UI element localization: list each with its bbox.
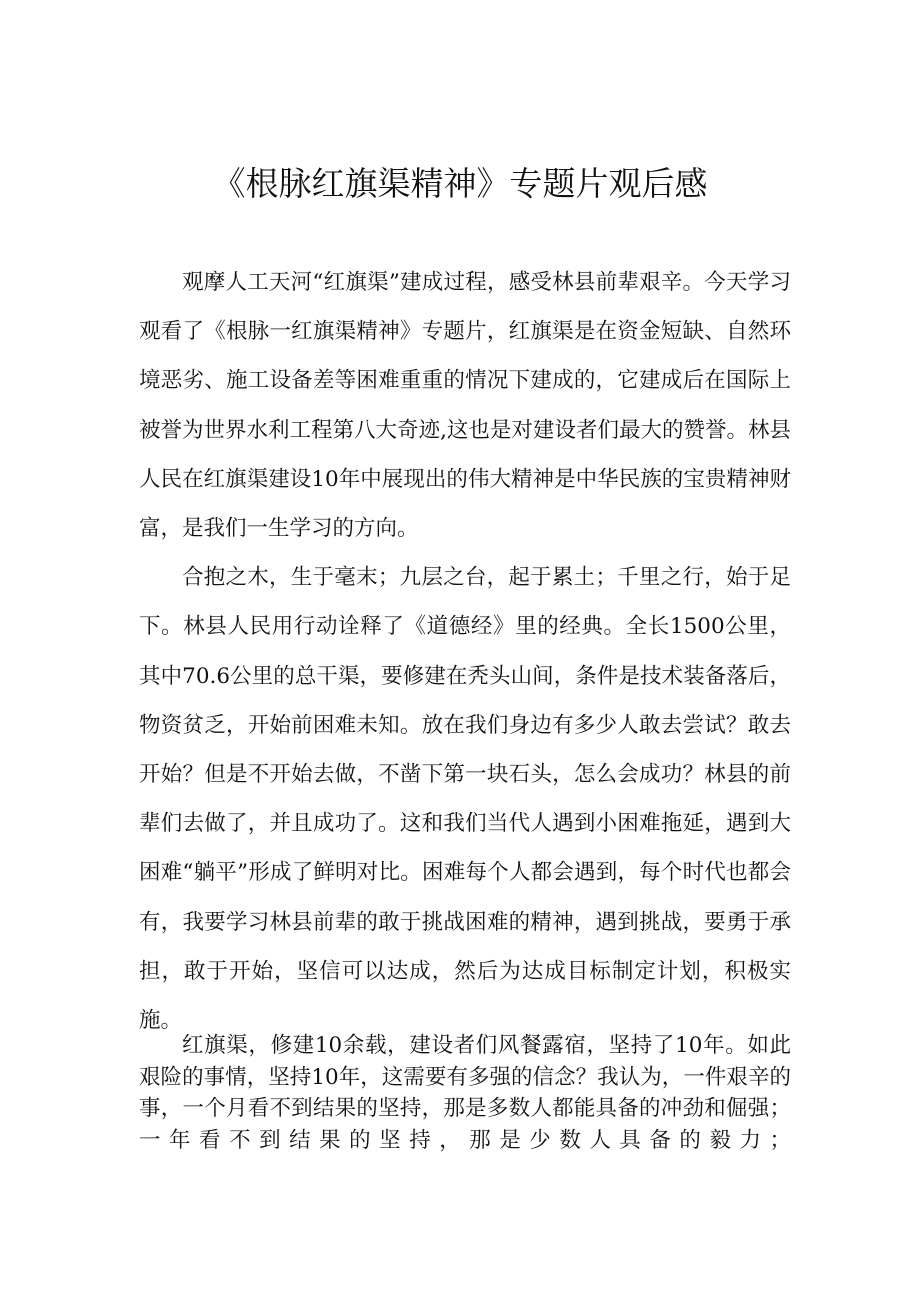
paragraph: 红旗渠，修建10余载，建设者们风餐露宿，坚持了10年。如此艰险的事情，坚持10年，这需要有多强的信念？我认为，一件艰辛的事，一个月看不到结果的坚持，那是多数人都能具备的冲劲和倔强；一年看不到结果的坚持，那是少数人具备的毅力； [139,1033,791,1153]
document-body-continued [139,1030,791,1156]
paragraph: 合抱之木，生于毫末；九层之台，起于累土；千里之行，始于足下。林县人民用行动诠释了《道德经》里的经典。全长1500公里，其中70.6公里的总干渠，要修建在秃头山间，条件是技术装备落后，物资贫乏，开始前困难未知。放在我们身边有多少人敢去尝试？敢去开始？但是不开始去做，不凿下第一块石头，怎么会成功？林县的前辈们去做了，并且成功了。这和我们当代人遇到小困难拖延，遇到大困难“躺平”形成了鲜明对比。困难每个人都会遇到，每个时代也都会有，我要学习林县前辈的敢于挑战困难的精神，遇到挑战，要勇于承担，敢于开始，坚信可以达成，然后为达成目标制定计划，积极实施。 [139,565,791,1034]
document-title: 《根脉红旗渠精神》专题片观后感 [212,164,708,203]
paragraph: 观摩人工天河“红旗渠”建成过程，感受林县前辈艰辛。今天学习观看了《根脉一红旗渠精神》专题片，红旗渠是在资金短缺、自然环境恶劣、施工设备差等困难重重的情况下建成的，它建成后在国际上被誉为世界水利工程第八大奇迹,这也是对建设者们最大的赞誉。林县人民在红旗渠建设10年中展现出的伟大精神是中华民族的宝贵精神财富，是我们一生学习的方向。 [139,270,791,542]
document-body [139,258,791,1045]
